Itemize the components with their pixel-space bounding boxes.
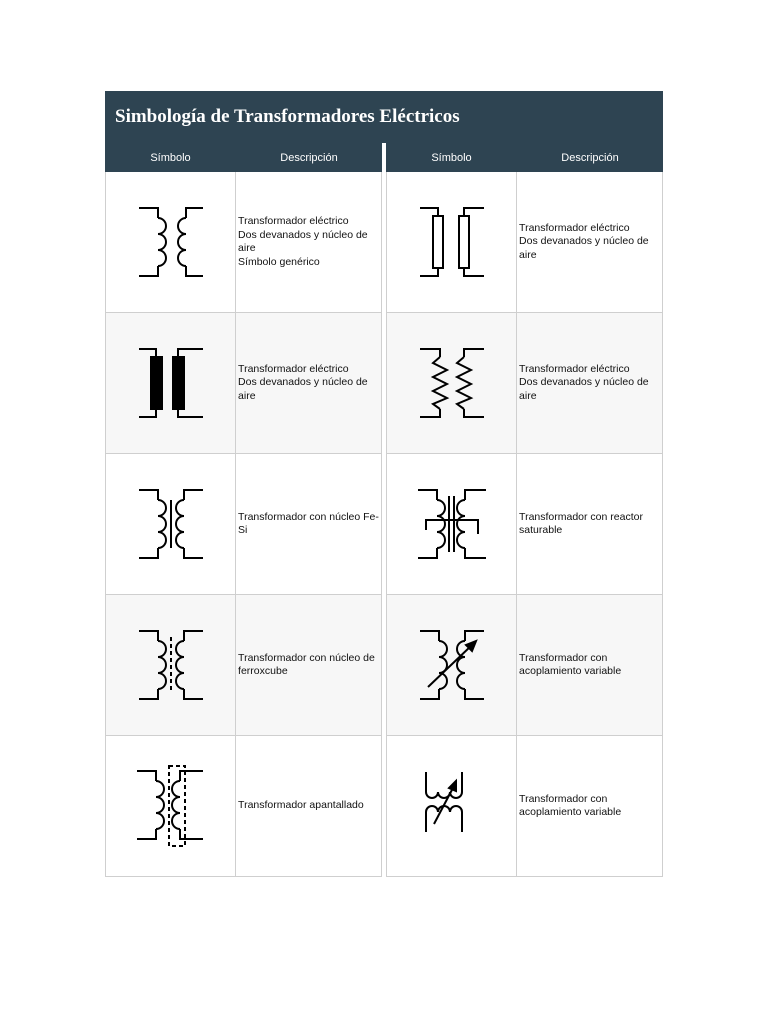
description-cell bbox=[517, 595, 662, 735]
symbol-cell bbox=[387, 736, 517, 876]
symbol-cell bbox=[106, 454, 236, 594]
description-text: Transformador apantallado bbox=[238, 799, 364, 812]
table-header bbox=[105, 143, 663, 172]
description-cell bbox=[517, 454, 662, 594]
transformer-zigzag-windings-icon bbox=[412, 343, 492, 423]
description-cell bbox=[236, 313, 381, 453]
transformer-shielded-icon bbox=[131, 763, 211, 849]
transformer-ferroxcube-core-icon bbox=[131, 625, 211, 705]
table-row bbox=[105, 595, 382, 736]
symbol-table bbox=[105, 91, 663, 877]
symbol-cell bbox=[387, 313, 517, 453]
variable-coupling-transformer-icon bbox=[412, 625, 492, 705]
symbol-cell bbox=[387, 595, 517, 735]
table-row bbox=[386, 595, 663, 736]
description-cell bbox=[517, 172, 662, 312]
description-cell bbox=[236, 595, 381, 735]
symbol-cell bbox=[106, 736, 236, 876]
transformer-air-core-icon bbox=[131, 202, 211, 282]
table-row bbox=[105, 313, 382, 454]
header-description: Descripción bbox=[561, 151, 619, 164]
table-row bbox=[105, 454, 382, 595]
symbol-cell bbox=[106, 595, 236, 735]
header-symbol: Símbolo bbox=[150, 151, 191, 164]
description-text: Transformador eléctrico Dos devanados y núcleo de aire bbox=[519, 221, 649, 261]
table-row bbox=[386, 736, 663, 877]
description-cell bbox=[236, 736, 381, 876]
description-text: Transformador con núcleo de ferroxcube bbox=[238, 651, 375, 677]
description-text: Transformador con acoplamiento variable bbox=[519, 792, 622, 818]
table-row bbox=[105, 736, 382, 877]
description-text: Transformador con núcleo Fe-Si bbox=[238, 510, 379, 536]
transformer-solid-core-icon bbox=[131, 343, 211, 423]
transformer-fe-si-core-icon bbox=[131, 484, 211, 564]
table-row bbox=[105, 172, 382, 313]
description-text: Transformador eléctrico Dos devanados y núcleo de aire bbox=[519, 362, 649, 402]
header-symbol: Símbolo bbox=[431, 151, 472, 164]
symbol-cell bbox=[106, 313, 236, 453]
left-column bbox=[105, 172, 382, 877]
description-cell bbox=[517, 736, 662, 876]
description-cell bbox=[517, 313, 662, 453]
title-text: Simbología de Transformadores Eléctricos bbox=[115, 106, 460, 127]
saturable-reactor-transformer-icon bbox=[412, 484, 492, 564]
table-row bbox=[386, 172, 663, 313]
description-text: Transformador con acoplamiento variable bbox=[519, 651, 622, 677]
symbol-cell bbox=[106, 172, 236, 312]
transformer-rectangle-windings-icon bbox=[412, 202, 492, 282]
table-body bbox=[105, 172, 663, 877]
header-left bbox=[105, 143, 382, 172]
description-text: Transformador eléctrico Dos devanados y núcleo de aire bbox=[238, 362, 368, 402]
table-row bbox=[386, 454, 663, 595]
symbol-cell bbox=[387, 454, 517, 594]
description-text: Transformador con reactor saturable bbox=[519, 510, 643, 536]
description-cell bbox=[236, 454, 381, 594]
description-cell bbox=[236, 172, 381, 312]
table-row bbox=[386, 313, 663, 454]
page-title bbox=[105, 91, 663, 143]
right-column bbox=[386, 172, 663, 877]
symbol-cell bbox=[387, 172, 517, 312]
header-right bbox=[386, 143, 663, 172]
description-text: Transformador eléctrico Dos devanados y núcleo de aire Símbolo genérico bbox=[238, 215, 368, 268]
header-description: Descripción bbox=[280, 151, 338, 164]
variable-coupling-transformer-alt-icon bbox=[412, 766, 492, 846]
